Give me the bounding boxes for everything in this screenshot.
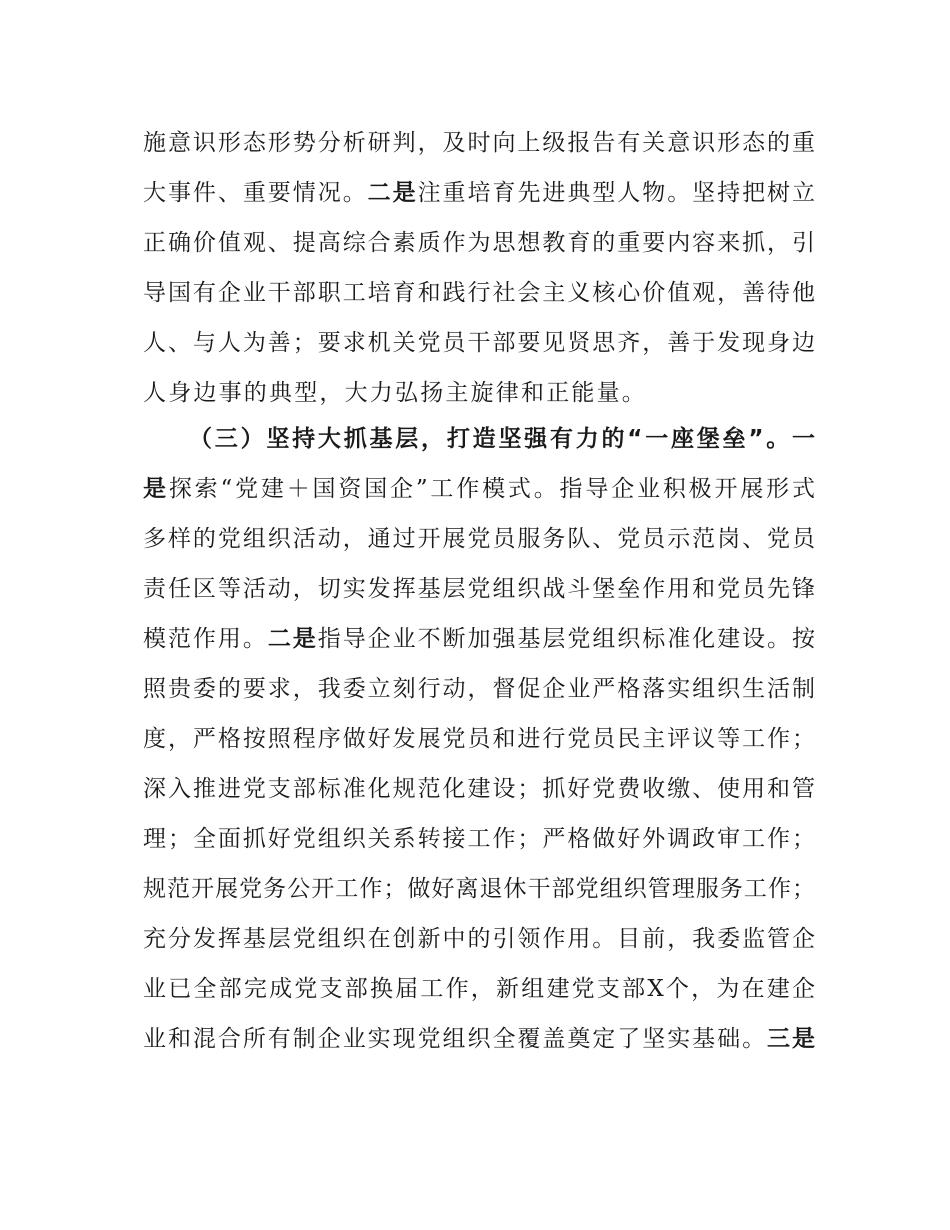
bold-keyword: 是 — [143, 476, 169, 502]
text-line: 度，严格按照程序做好发展党员和进行党员民主评议等工作； — [143, 726, 815, 752]
text-line: 照贵委的要求，我委立刻行动，督促企业严格落实组织生活制 — [143, 676, 815, 702]
text-line: 人身边事的典型，大力弘扬主旋律和正能量。 — [143, 380, 647, 406]
text-line: 模范作用。二是指导企业不断加强基层党组织标准化建设。按 — [143, 626, 816, 652]
bold-keyword: 二是 — [367, 180, 418, 206]
section-heading-line: （三）坚持大抓基层，打造坚强有力的“一座堡垒”。一 — [189, 426, 815, 452]
text-line: 深入推进党支部标准化规范化建设；抓好党费收缴、使用和管 — [143, 776, 815, 802]
text-line: 规范开展党务公开工作；做好离退休干部党组织管理服务工作； — [143, 876, 815, 902]
text-line: 正确价值观、提高综合素质作为思想教育的重要内容来抓，引 — [143, 230, 815, 256]
text-line: 业和混合所有制企业实现党组织全覆盖奠定了坚实基础。三是 — [143, 1026, 816, 1052]
paragraph-ideology — [143, 118, 815, 418]
text-line: 充分发挥基层党组织在创新中的引领作用。目前，我委监管企 — [143, 926, 815, 952]
paragraph-grassroots — [143, 414, 815, 1064]
text-line: 人、与人为善；要求机关党员干部要见贤思齐，善于发现身边 — [143, 330, 815, 356]
text-line: 导国有企业干部职工培育和践行社会主义核心价值观，善待他 — [143, 280, 815, 306]
text-line: 责任区等活动，切实发挥基层党组织战斗堡垒作用和党员先锋 — [143, 576, 815, 602]
text-line: 施意识形态形势分析研判，及时向上级报告有关意识形态的重 — [143, 130, 815, 156]
bold-keyword: 二是 — [267, 626, 318, 652]
text-line: 理；全面抓好党组织关系转接工作；严格做好外调政审工作； — [143, 826, 815, 852]
text-line: 多样的党组织活动，通过开展党员服务队、党员示范岗、党员 — [143, 526, 815, 552]
text-line: 大事件、重要情况。二是注重培育先进典型人物。坚持把树立 — [143, 180, 816, 206]
text-line: 业已全部完成党支部换届工作，新组建党支部X个，为在建企 — [143, 976, 815, 1002]
text-line: 是探索“党建＋国资国企”工作模式。指导企业积极开展形式 — [143, 476, 815, 502]
bold-keyword: 三是 — [767, 1026, 816, 1052]
